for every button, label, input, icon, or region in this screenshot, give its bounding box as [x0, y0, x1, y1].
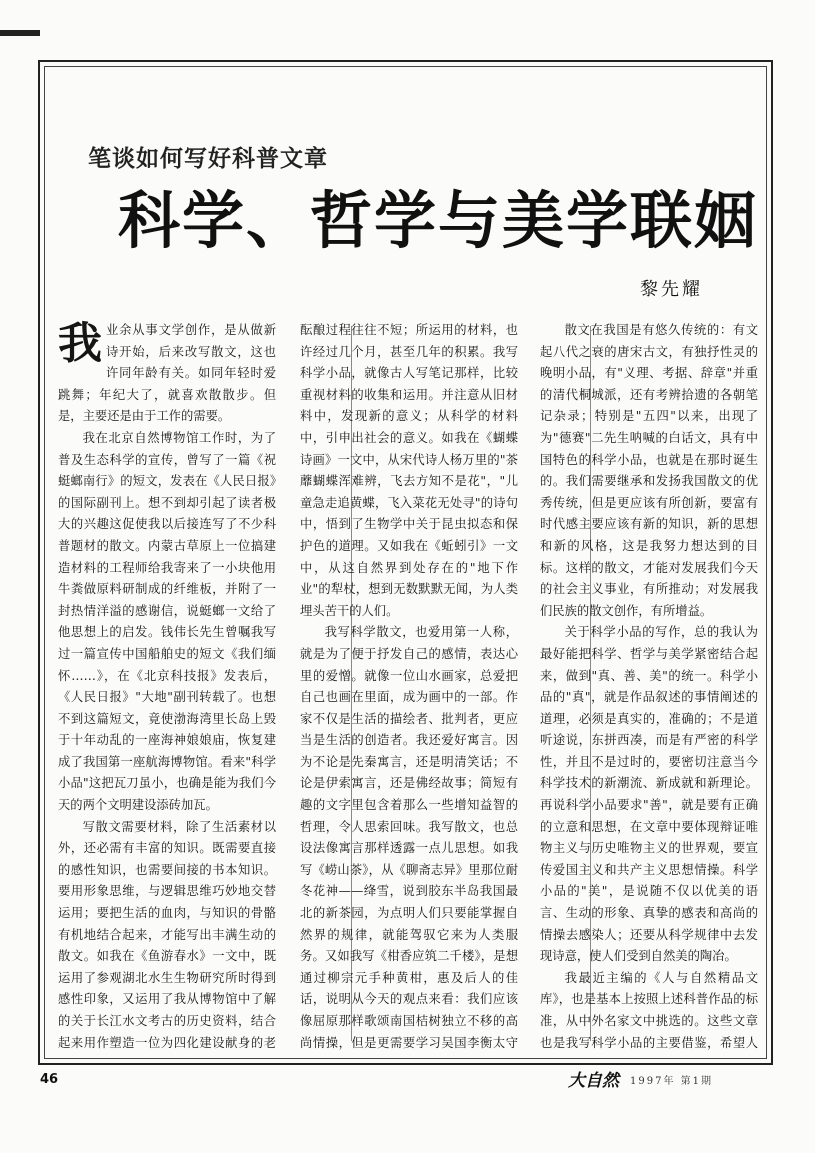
paragraph-text: 业余从事文学创作，是从做新诗开始，后来改写散文，这也许同年龄有关。如同年轻时爱跳舞；年纪大了，就喜欢散散步。但是，主要还是由于工作的需要。: [58, 323, 276, 424]
paragraph: 我在北京自然博物馆工作时，为了普及生态科学的宣传，曾写了一篇《祝蜓螂南行》的短文，发表在《人民日报》的国际副刊上。想不到却引起了读者极大的兴趣这促使我以后接连写了不少科普题材的散文。内蒙古草原上一位搞建造材料的工程师给我寄来了一小块他用牛粪做原料研制成的纤维板，并附了一封热情洋溢的感谢信，说蜓螂一文给了他思想上的启发。钱伟长先生曾嘱我写过一篇宣传中国船舶史的短文《我们缅怀……》，在《北京科技报》发表后，《人民日报》"大地"副刊转载了。也想不到这篇短文，竟使渤海湾里长岛上毁于十年动乱的一座海神娘娘庙，恢复建成了我国第一座航海博物馆。看来"科学小品"这把瓦刀虽小，也确是能为我们今天的两个文明建设添砖加瓦。: [58, 430, 276, 813]
article-author: 黎先耀: [640, 279, 703, 300]
text-column-3: [540, 320, 758, 1050]
paragraph: 我写科学散文，也爱用第一人称，就是为了便于抒发自己的感情，表达心里的爱憎。就像一位山水画家，总爱把自己也画在里面，成为画中的一部。作家不仅是生活的描绘者、批判者，更应当是生活的创造者。我还爱好寓言。因为不论是先秦寓言，还是明清笑话；不论是伊索寓言，还是佛经故事；简短有趣的文字里包含着那么一些增知益智的哲理，令人思索回味。我写散文，也总设法像寓言那样透露一点儿思想。如我写《崂山茶》，从《聊斋志异》里那位耐冬花神——绛雪，说到胶东半岛我国最北的新茶园，为点明人们只要能掌握自然界的规律，就能驾驭它来为人类服务。又如我写《柑香应筑二千楼》，是想通过柳宗元手种黄柑，惠及后人的佳话，说明从今天的观点来看：我们应该像屈原那样歌颂南国桔树独立不移的高尚情操，但是更需要学习吴国李衡太守: [300, 625, 518, 1050]
issue-label: 1997年 第1期: [630, 1076, 713, 1087]
article-title: 科学、哲学与美学联姻: [118, 184, 759, 257]
article-body: [58, 320, 758, 1050]
paragraph: 散文在我国是有悠久传统的：有文起八代之衰的唐宋古文，有独抒性灵的晚明小品，有"义理、考据、辞章"并重的清代桐城派，还有考辨拾遗的各朝笔记杂录；特别是"五四"以来，出现了为"德赛"二先生呐喊的白话文，具有中国特色的科学小品，也就是在那时诞生的。我们需要继承和发扬我国散文的优秀传统，但是更应该有所创新，要富有时代感主要应该有新的知识，新的思想和新的风格，这是我努力想达到的目标。这样的散文，才能对发展我们今天的社会主义事业，有所推动；对发展我们民族的散文创作，有所增益。: [540, 323, 758, 618]
article-subtitle: 笔谈如何写好科普文章: [88, 146, 328, 172]
text-column-1: [58, 320, 276, 1050]
scan-corner-mark: [0, 30, 40, 36]
paragraph: 关于科学小品的写作，总的我认为最好能把科学、哲学与美学紧密结合起来，做到"真、善、美"的统一。科学小品的"真"，就是作品叙述的事情阐述的道理，必须是真实的，准确的；不是道听途说，东拼西凑，而是有严密的科学性，并且不是过时的，要密切注意当今科学技术的新潮流、新成就和新理论。再说科学小品要求"善"，就是要有正确的立意和思想，在文章中要体现辩证唯物主义与历史唯物主义的世界观，要宣传爱国主义和共产主义思想情操。科学小品的"美"，是说随不仅以优美的语言、生动的形象、真挚的感表和高尚的情操去感染人；还要从科学规律中去发现诗意，使人们受到自然美的陶冶。: [540, 625, 758, 964]
paragraph: [58, 320, 276, 428]
paragraph: 我最近主编的《人与自然精品文库》，也是基本上按照上述科普作品的标准，从中外名家文中挑选的。这些文章也是我写科学小品的主要借鉴，希望人: [540, 970, 758, 1050]
text-column-2: [300, 320, 518, 1050]
magazine-name: 大自然: [568, 1071, 619, 1091]
paragraph: 写散文需要材料，除了生活素材以外，还必需有丰富的知识。既需要直接的感性知识，也需要间接的书本知识。要用形象思维，与逻辑思维巧妙地交替运用；要把生活的血肉，与知识的骨骼有机地结合起来，才能写出丰满生动的散文。如我在《鱼游春水》一文中，既运用了参观湖北水生生物研究所时得到感性印象，又运用了我从博物馆中了解的关于长江水文考古的历史资料，结合起来用作塑造一位为四化建设献身的老: [58, 819, 276, 1050]
drop-cap: 我: [58, 320, 102, 369]
page-number: 46: [40, 1072, 59, 1087]
paragraph: 酝酿过程往往不短；所运用的材料，也许经过几个月，甚至几年的积累。我写科学小品，就像古人写笔记那样，比较重视材料的收集和运用。并注意从旧材料中，发现新的意义；从科学的材料中，引申出社会的意义。如我在《蝴蝶诗画》一文中，从宋代诗人杨万里的"茶蘼蝴蝶浑难辨，飞去方知不是花"，"儿童急走追黄蝶，飞入菜花无处寻"的诗句中，悟到了生物学中关于昆虫拟态和保护色的道理。又如我在《蚯蚓引》一文中，从这自然界到处存在的"地下作业"的犁杖，想到无数默默无闻，为人类埋头苦干的人们。: [300, 323, 518, 618]
